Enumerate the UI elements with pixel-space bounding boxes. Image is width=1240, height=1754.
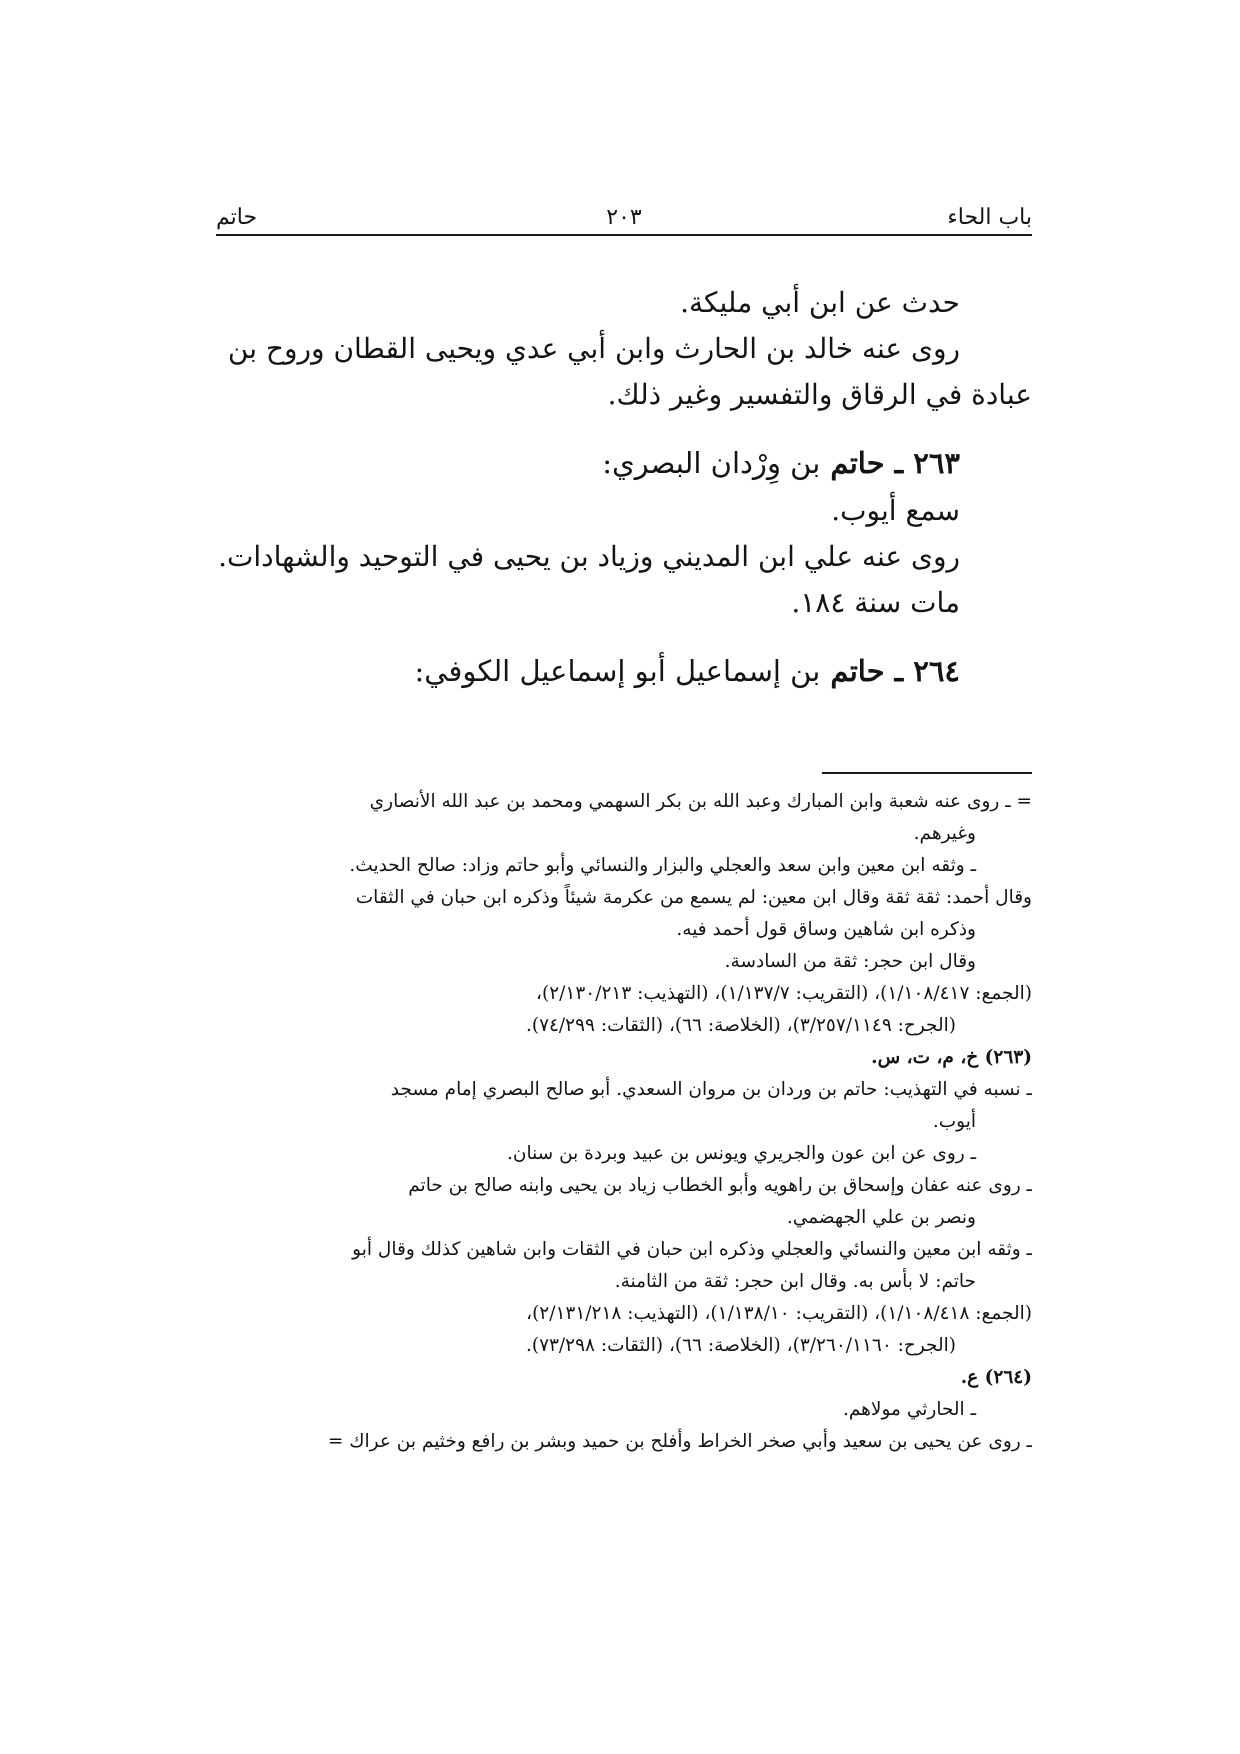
main-line: عبادة في الرقاق والتفسير وغير ذلك. <box>607 378 1032 411</box>
main-line: مات سنة ١٨٤. <box>791 586 960 619</box>
footnote-line: وقال ابن حجر: ثقة من السادسة. <box>724 951 976 972</box>
footnote-line: وذكره ابن شاهين وساق قول أحمد فيه. <box>676 919 976 940</box>
entry-heading-264 <box>216 646 1032 696</box>
footnote-separator <box>822 772 1032 774</box>
entry-heading-263 <box>216 438 1032 488</box>
footnote-line: أيوب. <box>932 1111 976 1132</box>
footnote-line: = ـ روى عنه شعبة وابن المبارك وعبد الله بن بكر السهمي ومحمد بن عبد الله الأنصاري <box>369 791 1032 812</box>
chapter-title: باب الحاء <box>947 205 1032 230</box>
footnote-line: وغيرهم. <box>913 823 976 844</box>
entry-number: ٢٦٤ ـ <box>894 654 960 688</box>
footnote-line: ـ روى عن ابن عون والجريري ويونس بن عبيد وبردة بن سنان. <box>507 1143 976 1164</box>
main-line: روى عنه خالد بن الحارث وابن أبي عدي ويحيى القطان وروح بن <box>227 332 960 365</box>
footnote-line: ـ وثقه ابن معين وابن سعد والعجلي والبزار والنسائي وأبو حاتم وزاد: صالح الحديث. <box>349 855 976 876</box>
footnote-line: ـ الحارثي مولاهم. <box>842 1399 976 1420</box>
main-line: سمع أيوب. <box>831 494 960 527</box>
footnote-line: (الجمع: ١/١٠٨/٤١٧)، (التقريب: ١/١٣٧/٧)، (التهذيب: ٢/١٣٠/٢١٣)، <box>536 983 1032 1004</box>
main-text <box>216 280 1032 696</box>
entry-number: ٢٦٣ ـ <box>894 446 960 480</box>
footnote-line: حاتم: لا بأس به. وقال ابن حجر: ثقة من الثامنة. <box>614 1271 976 1292</box>
footnote-label: (٢٦٣) خ، م، ت، س. <box>871 1047 1032 1068</box>
footnote-line: وقال أحمد: ثقة ثقة وقال ابن معين: لم يسمع من عكرمة شيئاً وذكره ابن حبان في الثقات <box>355 887 1032 908</box>
footnote-line: ونصر بن علي الجهضمي. <box>786 1207 976 1228</box>
footnotes <box>196 786 1032 1458</box>
footnote-line: ـ نسبه في التهذيب: حاتم بن وردان بن مروان السعدي. أبو صالح البصري إمام مسجد <box>390 1079 1032 1100</box>
page-header <box>216 200 1032 236</box>
footnote-line: (الجمع: ١/١٠٨/٤١٨)، (التقريب: ١/١٣٨/١٠)، (التهذيب: ٢/١٣١/٢١٨)، <box>526 1303 1032 1324</box>
page-number: ٢٠٣ <box>606 205 642 230</box>
entry-name-rest: بن وِرْدان البصري: <box>602 446 821 480</box>
footnote-line: ـ وثقه ابن معين والنسائي والعجلي وذكره ابن حبان في الثقات وابن شاهين كذلك وقال أبو <box>352 1239 1032 1260</box>
footnote-line: (الجرح: ٣/٢٥٧/١١٤٩)، (الخلاصة: ٦٦)، (الثقات: ٧٤/٢٩٩). <box>525 1015 956 1036</box>
footnote-line: (الجرح: ٣/٢٦٠/١١٦٠)، (الخلاصة: ٦٦)، (الثقات: ٧٣/٢٩٨). <box>525 1335 956 1356</box>
main-line: روى عنه علي ابن المديني وزياد بن يحيى في التوحيد والشهادات. <box>218 540 960 573</box>
paragraph-gap <box>216 418 1032 438</box>
footnote-line: ـ روى عنه عفان وإسحاق بن راهويه وأبو الخطاب زياد بن يحيى وابنه صالح بن حاتم <box>408 1175 1032 1196</box>
footnote-line: ـ روى عن يحيى بن سعيد وأبي صخر الخراط وأفلح بن حميد وبشر بن رافع وخثيم بن عراك = <box>327 1431 1032 1452</box>
main-line: حدث عن ابن أبي مليكة. <box>680 286 960 319</box>
entry-name-rest: بن إسماعيل أبو إسماعيل الكوفي: <box>414 654 821 688</box>
running-head-entry: حاتم <box>216 205 258 230</box>
entry-name: حاتم <box>830 654 885 688</box>
footnote-label: (٢٦٤) ع. <box>960 1367 1032 1388</box>
entry-name: حاتم <box>830 446 885 480</box>
paragraph-gap <box>216 626 1032 646</box>
